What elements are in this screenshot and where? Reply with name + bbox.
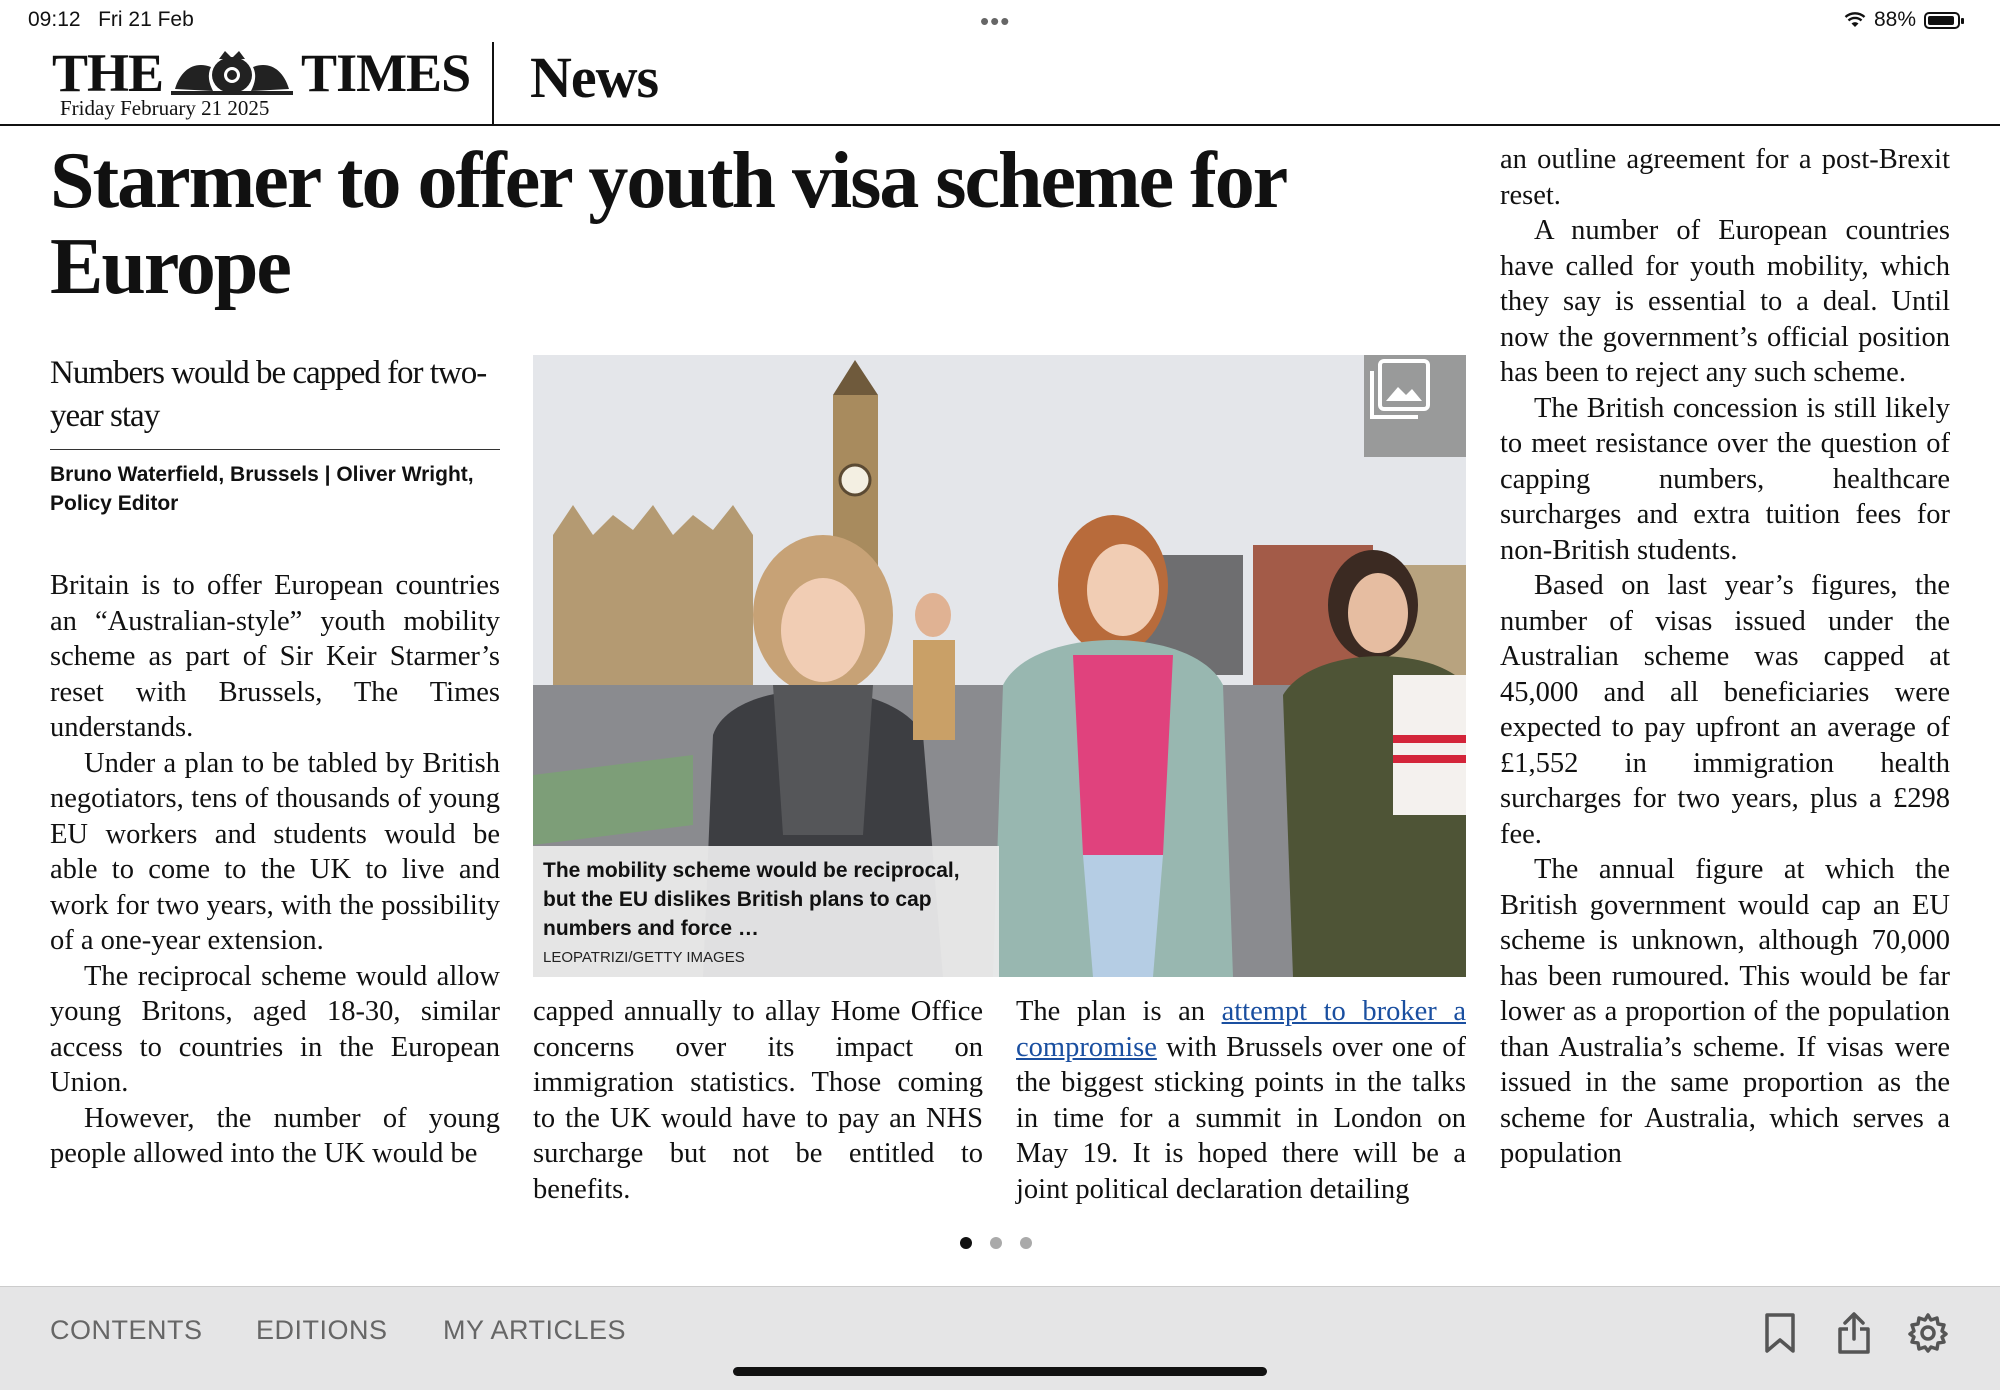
paragraph: A number of European countries have called for youth mobility, which they say is essential to a deal. Until now the government’s official position has been to reject any such scheme.	[1500, 215, 1950, 388]
bookmark-icon	[1763, 1312, 1797, 1354]
article-column-4	[1500, 142, 1950, 1172]
multitasking-dots[interactable]: •••	[980, 6, 1011, 36]
page-dot-3[interactable]	[1020, 1237, 1032, 1249]
paragraph-text: with Brussels over one of the biggest sticking points in the talks in time for a summit in London on May 19. It is hoped there will be a joint political declaration detailing	[1016, 1031, 1466, 1205]
article-headline: Starmer to offer youth visa scheme for Europe	[50, 137, 1285, 311]
caption-text: The mobility scheme would be reciprocal, but the EU dislikes British plans to cap numbers and force …	[543, 859, 960, 940]
status-bar	[0, 0, 2000, 40]
settings-button[interactable]	[1904, 1309, 1952, 1357]
paragraph-text: The plan is an	[1016, 996, 1222, 1027]
wifi-icon	[1844, 12, 1866, 28]
home-indicator[interactable]	[733, 1367, 1267, 1376]
status-time: 09:12 Fri 21 Feb	[28, 8, 194, 31]
paragraph	[1016, 994, 1466, 1207]
page-dot-2[interactable]	[990, 1237, 1002, 1249]
battery-percent: 88%	[1873, 8, 1916, 31]
article-column-3	[1016, 994, 1466, 1207]
status-right	[1844, 8, 1960, 32]
battery-icon	[1924, 12, 1960, 29]
paragraph: Based on last year’s figures, the number of visas issued under the Australian scheme was capped at 45,000 and all beneficiaries were expected to pay upfront an average of £1,552 in immigration health surcharges for two years, plus a £298 fee.	[1500, 570, 1950, 850]
page-indicator[interactable]	[960, 1237, 1032, 1249]
page-dot-1[interactable]	[960, 1237, 972, 1249]
paragraph: an outline agreement for a post-Brexit reset.	[1500, 144, 1950, 211]
article-photo[interactable]	[533, 355, 1466, 977]
editions-button[interactable]: EDITIONS	[256, 1315, 388, 1345]
masthead-divider	[492, 42, 494, 124]
article-column-2	[533, 994, 983, 1207]
paragraph: However, the number of young people allowed into the UK would be	[50, 1102, 500, 1169]
article-standfirst: Numbers would be capped for two-year stay	[50, 355, 487, 434]
section-title: News	[530, 45, 659, 110]
contents-button[interactable]: CONTENTS	[50, 1315, 203, 1345]
paragraph: Britain is to offer European countries an “Australian-style” youth mobility scheme as part of Sir Keir Starmer’s reset with Brussels, The Times understands.	[50, 570, 500, 743]
masthead	[0, 40, 2000, 126]
article-link[interactable]: attempt to broker a compromise	[1016, 996, 1466, 1063]
paragraph: capped annually to allay Home Office concerns over its impact on immigration statistics. Those coming to the UK would have to pay an NHS surcharge but not be entitled to benefits.	[533, 996, 983, 1205]
photo-caption	[533, 846, 999, 977]
my-articles-button[interactable]: MY ARTICLES	[443, 1315, 627, 1345]
gallery-icon	[1364, 355, 1434, 425]
logo-text-left: THE	[52, 43, 164, 103]
edition-date: Friday February 21 2025	[60, 96, 270, 120]
byline-divider	[50, 449, 500, 450]
royal-crest-icon	[167, 49, 297, 97]
article-column-1	[50, 568, 500, 1172]
paragraph: The reciprocal scheme would allow young Britons, aged 18-30, similar access to countries in the European Union.	[50, 960, 500, 1098]
settings-icon	[1907, 1312, 1949, 1354]
paragraph: The annual figure at which the British government would cap an EU scheme is unknown, although 70,000 has been rumoured. This would be far lower as a proportion of the population than Australia’s scheme. If visas were issued in the same proportion as the scheme for Australia, which serves a population	[1500, 854, 1950, 1169]
bookmark-button[interactable]	[1756, 1309, 1804, 1357]
article-byline: Bruno Waterfield, Brussels | Oliver Wright, Policy Editor	[50, 463, 474, 515]
paragraph: The British concession is still likely to meet resistance over the question of capping numbers, healthcare surcharges and extra tuition fees for non-British students.	[1500, 392, 1950, 566]
logo-text-right: TIMES	[301, 43, 471, 103]
photo-credit: LEOPATRIZI/GETTY IMAGES	[543, 949, 745, 966]
share-button[interactable]	[1830, 1309, 1878, 1357]
gallery-button[interactable]	[1364, 355, 1466, 457]
times-logo[interactable]	[52, 42, 470, 104]
share-icon	[1836, 1311, 1872, 1355]
paragraph: Under a plan to be tabled by British negotiators, tens of thousands of young EU workers and students would be able to come to the UK to live and work for two years, with the possibility of a one-year extension.	[50, 747, 500, 956]
